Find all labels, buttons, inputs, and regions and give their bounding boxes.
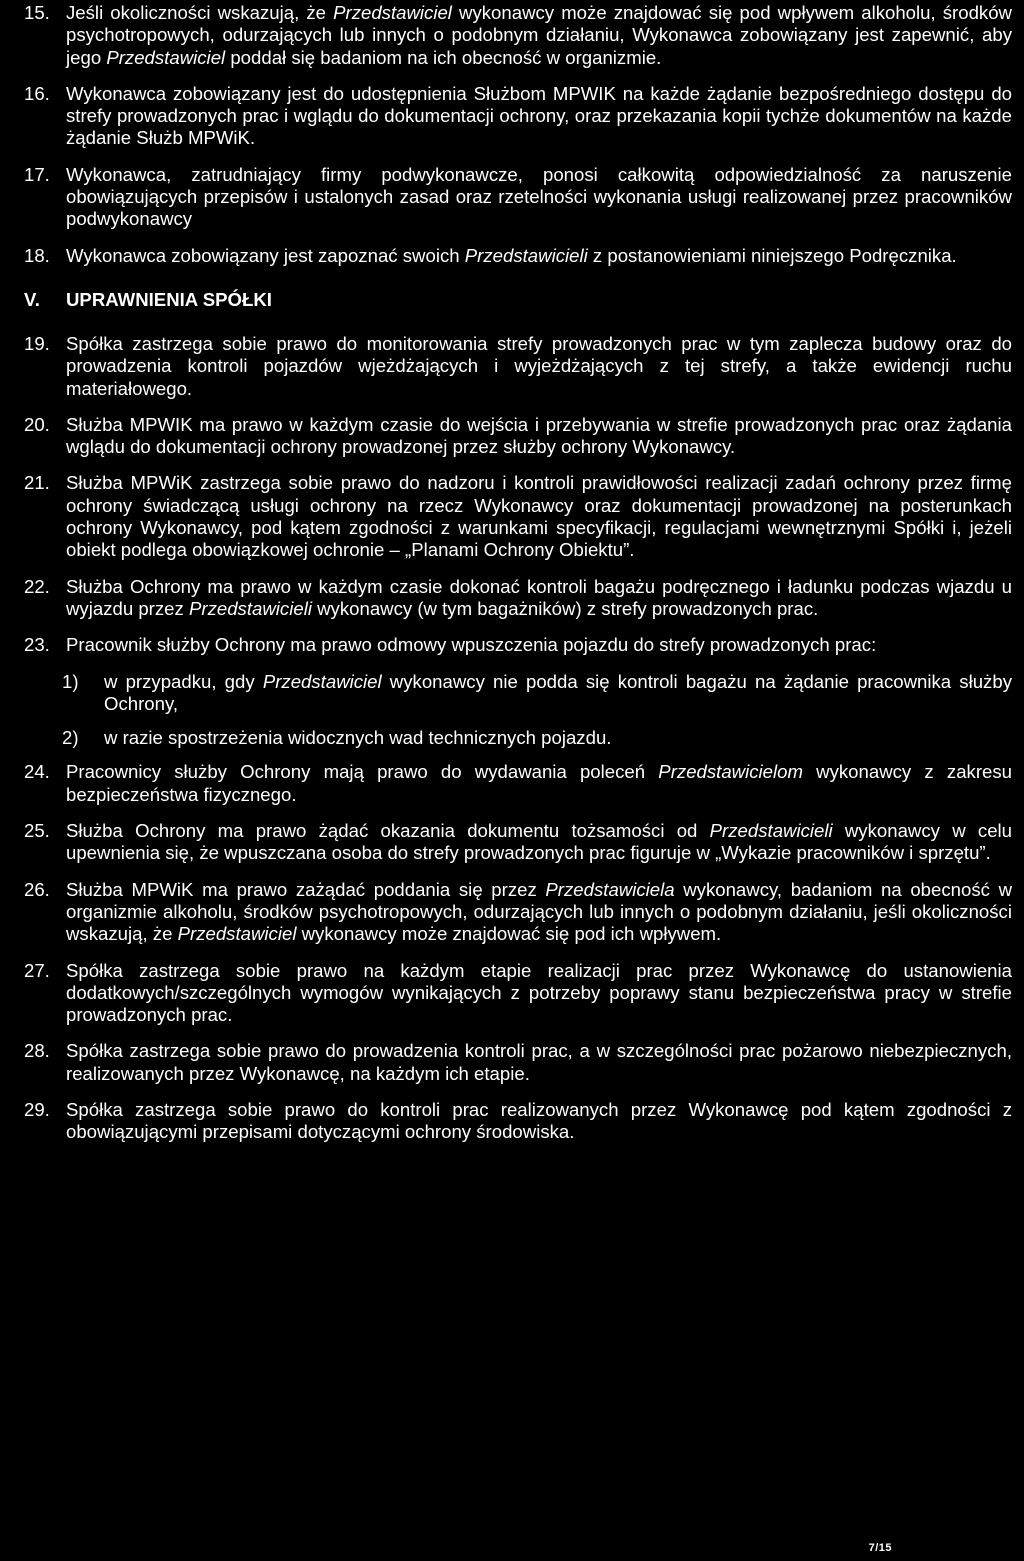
- sub-item-text: w razie spostrzeżenia widocznych wad technicznych pojazdu.: [104, 727, 612, 749]
- paragraph-text: Wykonawca zobowiązany jest zapoznać swoich Przedstawicieli z postanowieniami niniejszego Podręcznika.: [66, 244, 957, 266]
- emphasized-term: Przedstawiciel: [106, 46, 226, 68]
- paragraph-list: [22, 2, 1012, 267]
- section-number: V.: [24, 288, 40, 310]
- paragraph-text: Pracownicy służby Ochrony mają prawo do wydawania poleceń Przedstawicielom wykonawcy z zakresu bezpieczeństwa fizycznego.: [66, 761, 1012, 805]
- paragraph-text: Służba Ochrony ma prawo żądać okazania dokumentu tożsamości od Przedstawicieli wykonawcy w celu upewnienia się, że wpuszczana osoba do strefy prowadzonych prac figuruje w „Wykazie pracowników i sprzętu”.: [66, 820, 1013, 864]
- numbered-paragraph: [22, 164, 1012, 231]
- document-page: [22, 2, 1012, 1158]
- paragraph-text: Służba MPWiK ma prawo zażądać poddania się przez Przedstawiciela wykonawcy, badaniom na obecność w organizmie alkoholu, środków psychotropowych, odurzających lub innych o podobnym działaniu, jeśli okoliczności wskazują, że Przedstawiciel wykonawcy może znajdować się pod ich wpływem.: [66, 878, 1012, 945]
- sub-item: [22, 727, 1012, 749]
- emphasized-term: Przedstawicieli: [464, 244, 588, 266]
- paragraph-text: Wykonawca, zatrudniający firmy podwykonawcze, ponosi całkowitą odpowiedzialność za naruszenie obowiązujących przepisów i ustalonych zasad oraz rzetelności wykonania usługi realizowanej przez pracowników podwykonawcy: [66, 163, 1012, 230]
- paragraph-number: 21.: [24, 472, 50, 494]
- sub-item-list: [22, 671, 1012, 750]
- numbered-paragraph: [22, 761, 1012, 806]
- paragraph-number: 29.: [24, 1098, 50, 1120]
- section-title: UPRAWNIENIA SPÓŁKI: [66, 288, 272, 310]
- paragraph-list: [22, 333, 1012, 657]
- numbered-paragraph: [22, 1040, 1012, 1085]
- numbered-paragraph: [22, 472, 1012, 561]
- page-number: 7/15: [868, 1542, 892, 1554]
- paragraph-number: 19.: [24, 332, 50, 354]
- emphasized-term: Przedstawicieli: [709, 820, 833, 842]
- paragraph-number: 20.: [24, 413, 50, 435]
- numbered-paragraph: [22, 1099, 1012, 1144]
- paragraph-text: Pracownik służby Ochrony ma prawo odmowy wpuszczenia pojazdu do strefy prowadzonych prac:: [66, 634, 877, 656]
- numbered-paragraph: [22, 83, 1012, 150]
- emphasized-term: Przedstawiciel: [262, 670, 382, 692]
- paragraph-text: Spółka zastrzega sobie prawo na każdym etapie realizacji prac przez Wykonawcę do ustanowienia dodatkowych/szczególnych wymogów wynikających z potrzeby poprawy stanu bezpieczeństwa pracy w strefie prowadzonych prac.: [66, 959, 1012, 1026]
- paragraph-number: 28.: [24, 1040, 50, 1062]
- numbered-paragraph: [22, 245, 1012, 267]
- paragraph-number: 22.: [24, 575, 50, 597]
- numbered-paragraph: [22, 820, 1012, 865]
- paragraph-text: Wykonawca zobowiązany jest do udostępnienia Służbom MPWIK na każde żądanie bezpośredniego dostępu do strefy prowadzonych prac i wglądu do dokumentacji ochrony, oraz przekazania kopii tychże dokumentów na każde żądanie Służb MPWiK.: [66, 82, 1012, 149]
- paragraph-list: [22, 761, 1012, 1143]
- paragraph-number: 17.: [24, 163, 50, 185]
- numbered-paragraph: [22, 634, 1012, 656]
- paragraph-number: 27.: [24, 959, 50, 981]
- paragraph-text: Służba MPWiK zastrzega sobie prawo do nadzoru i kontroli prawidłowości realizacji zadań ochrony przez firmę ochrony świadczącą usługi ochrony na rzecz Wykonawcy oraz dokumentacji prowadzonej na posterunkach ochrony Wykonawcy, pod kątem zgodności z warunkami specyfikacji, regulacjami wewnętrznymi Spółki i, jeżeli obiekt podlega obowiązkowej ochronie – „Planami Ochrony Obiektu”.: [66, 472, 1012, 561]
- emphasized-term: Przedstawiciel: [333, 2, 452, 23]
- paragraph-number: 24.: [24, 761, 50, 783]
- numbered-paragraph: [22, 960, 1012, 1027]
- paragraph-number: 26.: [24, 878, 50, 900]
- emphasized-term: Przedstawiciel: [177, 923, 297, 945]
- section-heading: [22, 289, 1012, 311]
- numbered-paragraph: [22, 333, 1012, 400]
- numbered-paragraph: [22, 576, 1012, 621]
- emphasized-term: Przedstawicielom: [658, 761, 803, 783]
- paragraph-number: 15.: [24, 2, 50, 23]
- paragraph-text: Spółka zastrzega sobie prawo do kontroli prac realizowanych przez Wykonawcę pod kątem zgodności z obowiązującymi przepisami dotyczącymi ochrony środowiska.: [66, 1098, 1012, 1143]
- paragraph-number: 18.: [24, 244, 50, 266]
- paragraph-text: Służba MPWIK ma prawo w każdym czasie do wejścia i przebywania w strefie prowadzonych prac oraz żądania wglądu do dokumentacji ochrony prowadzonej przez służby ochrony Wykonawcy.: [66, 413, 1012, 458]
- sub-item-number: 1): [62, 670, 79, 692]
- paragraph-number: 23.: [24, 634, 50, 656]
- paragraph-number: 25.: [24, 820, 50, 842]
- sub-item-text: w przypadku, gdy Przedstawiciel wykonawcy nie podda się kontroli bagażu na żądanie pracownika służby Ochrony,: [104, 670, 1012, 714]
- paragraph-text: Służba Ochrony ma prawo w każdym czasie dokonać kontroli bagażu podręcznego i ładunku podczas wjazdu u wyjazdu przez Przedstawicieli wykonawcy (w tym bagażników) z strefy prowadzonych prac.: [66, 575, 1012, 619]
- numbered-paragraph: [22, 879, 1012, 946]
- sub-item: [22, 671, 1012, 716]
- sub-item-number: 2): [62, 727, 79, 749]
- paragraph-number: 16.: [24, 82, 50, 104]
- emphasized-term: Przedstawicieli: [188, 597, 312, 619]
- paragraph-text: Spółka zastrzega sobie prawo do monitorowania strefy prowadzonych prac w tym zaplecza budowy oraz do prowadzenia kontroli pojazdów wjeżdżających i wyjeżdżających z tej strefy, a także ewidencji ruchu materiałowego.: [66, 332, 1012, 399]
- numbered-paragraph: [22, 2, 1012, 69]
- paragraph-text: Jeśli okoliczności wskazują, że Przedstawiciel wykonawcy może znajdować się pod wpływem alkoholu, środków psychotropowych, odurzających lub innych o podobnym działaniu, Wykonawca zobowiązany jest zapewnić, aby jego Przedstawiciel poddał się badaniom na ich obecność w organizmie.: [66, 2, 1012, 68]
- paragraph-text: Spółka zastrzega sobie prawo do prowadzenia kontroli prac, a w szczególności prac pożarowo niebezpiecznych, realizowanych przez Wykonawcę, na każdym ich etapie.: [66, 1040, 1012, 1084]
- emphasized-term: Przedstawiciela: [545, 878, 675, 900]
- numbered-paragraph: [22, 414, 1012, 459]
